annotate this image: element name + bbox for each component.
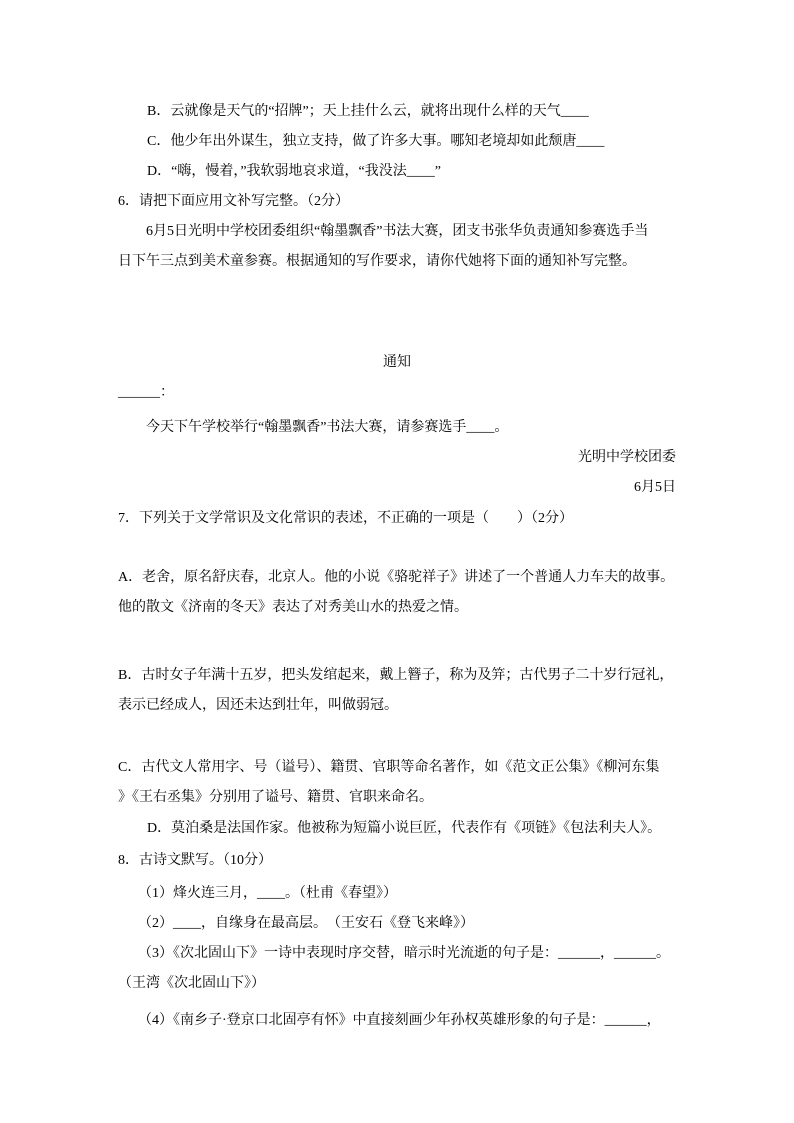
q8-item-2: （2）____，自缘身在最高层。 （王安石《登飞来峰》） xyxy=(138,916,474,931)
notice-signature: 光明中学校团委 xyxy=(578,450,676,465)
q7-option-a xyxy=(118,563,676,623)
q5-option-b: B．云就像是天气的“招牌”；天上挂什么云，就将出现什么样的天气____ xyxy=(147,104,589,119)
q8-item-4: （4）《南乡子·登京口北固亭有怀》中直接刻画少年孙权英雄形象的句子是：______， xyxy=(138,1013,661,1028)
notice-date: 6月5日 xyxy=(634,480,676,495)
q5-option-d: D．“嗨，慢着，”我软弱地哀求道，“我没法____” xyxy=(147,164,441,179)
q7-option-c xyxy=(118,753,676,813)
q7-option-d: D．莫泊桑是法国作家。他被称为短篇小说巨匠，代表作有《项链》《包法利夫人》。 xyxy=(147,821,662,836)
q7-option-b xyxy=(118,661,676,721)
q5-option-c: C．他少年出外谋生，独立支持，做了许多大事。哪知老境却如此颓唐____ xyxy=(147,134,605,149)
q7-option-c-line-2: 》《王右丞集》分别用了谥号、籍贯、官职来命名。 xyxy=(118,790,433,805)
q8-item-3-line-1: （3）《次北固山下》一诗中表现时序交替，暗示时光流逝的句子是：______，______。 xyxy=(138,946,670,961)
q8-item-3-line-2: （王湾《次北固山下》） xyxy=(118,976,265,991)
q7-option-a-line-2: 他的散文《济南的冬天》表达了对秀美山水的热爱之情。 xyxy=(118,600,468,615)
notice-salutation-blank: ______： xyxy=(118,385,174,400)
q7-option-b-line-2: 表示已经成人，因还未达到壮年，叫做弱冠。 xyxy=(118,698,398,713)
q6-intro-line-2: 日下午三点到美术童参赛。根据通知的写作要求，请你代她将下面的通知补写完整。 xyxy=(118,254,636,269)
q6-intro-paragraph xyxy=(118,217,676,277)
notice-body: 今天下午学校举行“翰墨飘香”书法大赛，请参赛选手____。 xyxy=(146,420,509,435)
q7-option-a-line-1: A．老舍，原名舒庆春，北京人。他的小说《骆驼祥子》讲述了一个普通人力车夫的故事。 xyxy=(118,570,675,585)
q8-item-1: （1）烽火连三月，____。（杜甫《春望》） xyxy=(138,886,397,901)
q6-intro-line-1: 6月5日光明中学校团委组织“翰墨飘香”书法大赛，团支书张华负责通知参赛选手当 xyxy=(146,224,649,239)
q7-option-c-line-1: C．古代文人常用字、号（谥号）、籍贯、官职等命名著作，如《范文正公集》《柳河东集 xyxy=(118,760,660,775)
q7-option-b-line-1: B．古时女子年满十五岁，把头发绾起来，戴上簪子，称为及笄；古代男子二十岁行冠礼， xyxy=(118,668,674,683)
q6-stem: 6．请把下面应用文补写完整。（2分） xyxy=(118,194,349,209)
q8-item-3 xyxy=(118,939,676,999)
q8-stem: 8．古诗文默写。（10分） xyxy=(118,853,272,868)
q7-stem: 7．下列关于文学常识及文化常识的表述，不正确的一项是（ ）（2分） xyxy=(118,511,573,526)
notice-title: 通知 xyxy=(383,355,411,370)
